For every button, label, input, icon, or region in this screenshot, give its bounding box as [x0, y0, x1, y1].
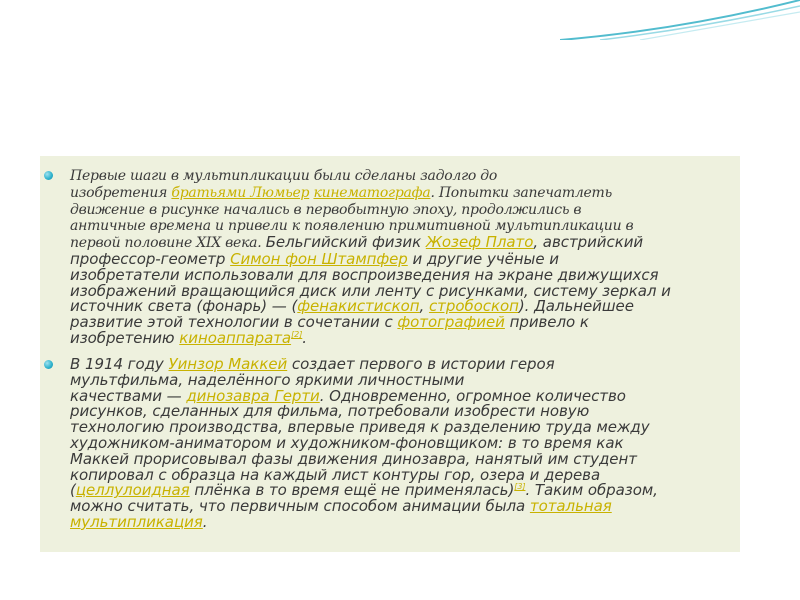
bullet-item-animation-history	[70, 168, 710, 347]
wiki-link[interactable]: братьями Люмьер	[171, 184, 310, 201]
text-line	[70, 202, 710, 219]
bullet-dot-icon	[44, 360, 53, 369]
text-span: ). Дальнейшее	[518, 297, 634, 316]
text-line	[70, 168, 710, 185]
wiki-link[interactable]: фенакистископ	[297, 297, 420, 316]
text-span: и другие учёные и	[407, 249, 559, 268]
bullet-item-mccay	[70, 357, 710, 531]
corner-swoosh-decoration	[560, 0, 800, 40]
wiki-link[interactable]: мультипликация	[70, 512, 203, 531]
text-span: плёнка в то время ещё не применялась)	[189, 481, 515, 500]
text-span: античные времена и привели к появлению примитивной мультипликации в	[70, 218, 634, 235]
wiki-link[interactable]: тотальная	[529, 497, 612, 516]
text-span: первой половине XIX века.	[70, 235, 266, 252]
text-span: . Таким образом,	[525, 481, 658, 500]
text-span: . Одновременно, огромное количество	[319, 386, 626, 405]
text-span: (	[70, 481, 76, 500]
text-span: . Попытки запечатлеть	[430, 184, 612, 201]
wiki-link[interactable]: Симон фон Штампфер	[230, 249, 408, 268]
bullet-dot-icon	[44, 171, 53, 180]
text-span: ,	[419, 297, 429, 316]
paragraph-text	[70, 168, 710, 347]
text-span: мультфильма, наделённого яркими личностными	[70, 370, 465, 389]
text-span: художником-аниматором и художником-фоновщиком: в то время как	[70, 433, 624, 452]
text-span: В 1914 году	[70, 355, 169, 373]
wiki-link[interactable]: целлулоидная	[75, 481, 190, 500]
wiki-link[interactable]: киноаппарата	[179, 328, 292, 347]
text-line	[70, 185, 710, 202]
text-span: .	[302, 328, 307, 347]
text-span: технологию производства, впервые приведя к разделению труда между	[70, 418, 650, 437]
text-span: привело к	[504, 313, 589, 332]
text-span: Первые шаги в мультипликации были сделаны задолго до	[70, 168, 498, 184]
wiki-link[interactable]: Уинзор Маккей	[168, 355, 288, 373]
paragraph-text	[70, 357, 710, 531]
footnote-link[interactable]: [3]	[514, 482, 526, 492]
text-span: можно считать, что первичным способом анимации была	[70, 497, 530, 516]
text-span: , австрийский	[533, 233, 644, 252]
wiki-link[interactable]: фотографией	[397, 313, 505, 332]
text-span: Бельгийский физик	[265, 233, 426, 252]
text-span: профессор-геометр	[70, 249, 231, 268]
text-span: источник света (фонарь) — (	[70, 297, 298, 316]
text-span: Маккей прорисовывал фазы движения динозавра, нанятый им студент	[70, 449, 637, 468]
text-span: изображений вращающийся диск или ленту с рисунками, систему зеркал и	[70, 281, 671, 300]
content-box	[40, 156, 740, 552]
footnote-link[interactable]: [2]	[291, 329, 303, 339]
text-span: рисунков, сделанных для фильма, потребовали изобрести новую	[70, 402, 590, 421]
text-line	[70, 512, 710, 531]
wiki-link[interactable]: стробоскоп	[428, 297, 519, 316]
wiki-link[interactable]: динозавра Герти	[186, 386, 320, 405]
text-span: движение в рисунке начались в первобытную эпоху, продолжились в	[70, 201, 582, 218]
text-span: изобретатели использовали для воспроизведения на экране движущихся	[70, 265, 659, 284]
text-span: изобретению	[70, 328, 180, 347]
text-span: копировал с образца на каждый лист контуры гор, озера и дерева	[70, 465, 601, 484]
text-span: качествами —	[70, 386, 187, 405]
text-span: развитие этой технологии в сочетании с	[70, 313, 398, 332]
text-line	[70, 328, 710, 347]
text-span: изобретения	[70, 184, 172, 201]
wiki-link[interactable]: кинематографа	[313, 184, 431, 201]
wiki-link[interactable]: Жозеф Плато	[425, 233, 534, 252]
text-span: .	[202, 512, 208, 531]
text-span: создает первого в истории героя	[287, 355, 555, 373]
